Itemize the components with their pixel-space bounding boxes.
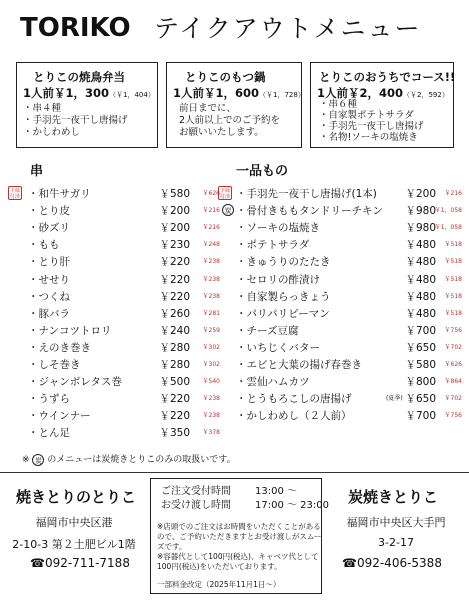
menu-item-name: ・砂ズリ [28, 222, 70, 235]
menu-item [236, 289, 462, 305]
menu-item-price: ￥480 [405, 256, 436, 269]
menu-item-name: ・和牛サガリ [28, 188, 91, 200]
course-line: ・手羽先一夜干し唐揚げ [319, 121, 424, 132]
menu-item-price: ￥220 [159, 410, 190, 423]
menu-item-price: ￥280 [159, 341, 190, 354]
menu-item [28, 340, 220, 356]
menu-item-tax-price: ￥281 [202, 309, 220, 317]
kushi-heading: 串 [30, 164, 44, 179]
menu-item-price: ￥200 [405, 188, 436, 200]
menu-item-name: ・うずら [28, 393, 70, 406]
menu-item [236, 374, 462, 390]
menu-item-tax-price: ￥702 [444, 343, 462, 351]
menu-item-name: ・雲仙ハムカツ [236, 376, 310, 389]
menu-item-tax-price: ￥518 [444, 292, 462, 300]
menu-item-price: ￥980 [405, 205, 436, 218]
menu-item-tax-price: ￥238 [202, 258, 220, 266]
course-ouchi-box [310, 62, 454, 148]
shop-logo: TORIKO [20, 13, 131, 43]
shop-right-tel: ☎092-406-5388 [342, 556, 442, 570]
shop-left-name: 焼きとりのとりこ [16, 488, 137, 506]
menu-item-tax-price: ￥540 [202, 378, 220, 386]
order-note: ※店頭でのご注文はお時間をいただくことがある [157, 522, 321, 531]
menu-item [28, 323, 220, 339]
menu-item-name: ・とん足 [28, 427, 70, 440]
menu-item [236, 408, 462, 424]
shop-right-address2: 3-2-17 [378, 536, 414, 549]
menu-item-price: ￥980 [405, 222, 436, 235]
menu-item [236, 186, 462, 202]
charcoal-footnote: ※ 炭 のメニューは炭焼きとりこのみの取扱いです。 [22, 455, 236, 465]
menu-item-tax-price: ￥702 [444, 395, 462, 403]
course-title: とりこのおうちでコース!! [319, 70, 456, 84]
course-price: 1人前￥1，300（￥1，404） [23, 86, 155, 100]
menu-item-price: ￥480 [405, 273, 436, 286]
menu-item-tax-price: ￥248 [202, 241, 220, 249]
order-info-box [150, 478, 329, 594]
menu-item-price: ￥650 [405, 393, 436, 406]
menu-item [236, 323, 462, 339]
course-line: ・串６種 [319, 99, 358, 110]
menu-item [236, 357, 462, 373]
course-line: ・串４種 [23, 103, 62, 114]
menu-item-tax-price: ￥864 [444, 378, 462, 386]
menu-item-name: ・かしわめし（２人前） [236, 410, 352, 423]
shop-left-address1: 福岡市中央区港 [35, 516, 113, 529]
menu-item [28, 186, 220, 202]
menu-item-name: ・ウインナー [28, 410, 91, 423]
menu-item-price: ￥230 [159, 239, 190, 252]
menu-item-tax-price: ￥518 [444, 309, 462, 317]
menu-item-tax-price: ￥756 [444, 412, 462, 420]
shop-right-address1: 福岡市中央区大手門 [346, 516, 446, 529]
menu-item-tax-price: ￥378 [202, 429, 220, 437]
menu-item-price: ￥580 [159, 188, 190, 200]
ippin-heading: 一品もの [236, 164, 289, 179]
menu-item-name: ・骨付きももタンドリーチキン [236, 205, 383, 218]
menu-item-tax-price: ￥518 [444, 258, 462, 266]
menu-item-price: ￥220 [159, 290, 190, 303]
menu-item [28, 391, 220, 407]
menu-item [28, 408, 220, 424]
menu-item-name: ・ポテトサラダ [236, 239, 310, 252]
menu-item-tax-price: ￥518 [444, 275, 462, 283]
menu-item-tax-price: ￥238 [202, 412, 220, 420]
menu-item [28, 306, 220, 322]
menu-item-price: ￥500 [159, 376, 190, 389]
course-line: ・名物!ソーキの塩焼き [319, 132, 418, 143]
course-line: ・かしわめし [23, 127, 81, 138]
menu-item-tax-price: ￥238 [202, 395, 220, 403]
menu-item [28, 357, 220, 373]
course-line: ・自家製ポテトサラダ [319, 110, 414, 121]
menu-item-name: ・せせり [28, 273, 70, 286]
menu-item-name: ・しそ巻き [28, 359, 81, 371]
course-line: 前日までに、 [179, 103, 237, 114]
course-line: お願いいたします。 [179, 127, 264, 138]
menu-item-price: ￥220 [159, 273, 190, 286]
menu-item-price: ￥200 [159, 205, 190, 218]
menu-item-tax-price: ￥216 [444, 190, 462, 197]
course-line: ・手羽先一夜干し唐揚げ [23, 115, 128, 126]
footer-divider [0, 472, 469, 473]
menu-item-tax-price: ￥1，058 [434, 224, 462, 232]
shop-right-name: 炭焼きとりこ [348, 488, 439, 506]
course-line: 2人前以上でのご予約を [179, 115, 281, 126]
menu-item-name: ・豚バラ [28, 307, 70, 320]
menu-item-price: ￥700 [405, 324, 436, 337]
menu-item-tax-price: ￥302 [202, 343, 220, 351]
menu-item [28, 289, 220, 305]
menu-item-price: ￥240 [159, 324, 190, 337]
price-revision-note: 一部料金改定（2025年11月1日～） [157, 580, 281, 589]
menu-item-name: ・自家製らっきょう [236, 290, 331, 303]
menu-item-tax-price: ￥756 [444, 326, 462, 334]
menu-item [28, 374, 220, 390]
menu-item-price: ￥220 [159, 256, 190, 269]
menu-item-price: ￥350 [159, 427, 190, 440]
pickup-time-label: お受け渡し時間 [161, 500, 231, 511]
menu-item-name: ・とり肝 [28, 256, 70, 269]
course-price: 1人前￥2，400（￥2，592） [317, 86, 449, 100]
menu-item-name: ・つくね [28, 290, 70, 303]
menu-item [28, 237, 220, 253]
menu-item-name: ・手羽先一夜干し唐揚げ(1本) [236, 188, 377, 200]
menu-item [28, 272, 220, 288]
menu-item [28, 203, 220, 219]
menu-item-price: ￥480 [405, 290, 436, 303]
menu-item-tax-price: ￥238 [202, 292, 220, 300]
menu-item-tax-price: ￥626 [202, 190, 220, 197]
menu-item [28, 254, 220, 270]
charcoal-mark-icon: 炭 [32, 454, 44, 466]
order-note: ※容器代として100円(税込)、キャベツ代として [157, 552, 319, 561]
order-time-label: ご注文受付時間 [161, 486, 231, 497]
menu-item [28, 425, 220, 441]
menu-item-name: ・エビと大葉の揚げ春巻き [236, 359, 362, 371]
course-title: とりこのもつ鍋 [185, 70, 266, 84]
menu-item [236, 254, 462, 270]
seasoned-stamp: 下味付済 [219, 188, 230, 200]
menu-item-name: ・ソーキの塩焼き [236, 222, 320, 235]
menu-item-tax-price: ￥302 [202, 361, 220, 368]
shop-left-tel: ☎092-711-7188 [30, 556, 130, 570]
menu-item [236, 203, 462, 219]
menu-item-price: ￥800 [405, 376, 436, 389]
menu-item [236, 306, 462, 322]
menu-item-price: ￥580 [405, 359, 436, 371]
menu-item-price: ￥200 [159, 222, 190, 235]
order-note: 100円(税込)をいただいております。 [157, 562, 282, 571]
menu-item [28, 220, 220, 236]
course-bento-box [16, 62, 158, 148]
menu-item-name: ・きゅうりのたたき [236, 256, 331, 269]
page-title: テイクアウトメニュー [154, 14, 422, 43]
menu-item-name: ・パリパリピーマン [236, 307, 330, 320]
menu-item-name: ・とり皮 [28, 205, 70, 218]
menu-item-tax-price: ￥216 [202, 224, 220, 232]
order-note: ズです。 [157, 542, 187, 551]
menu-item-name: ・いちじくバター [236, 341, 320, 354]
menu-item-note: (夏季) [386, 395, 403, 403]
menu-item-price: ￥480 [405, 239, 436, 252]
charcoal-mark-icon: 炭 [222, 204, 234, 216]
menu-item-price: ￥650 [405, 341, 436, 354]
menu-item-name: ・もも [28, 239, 60, 252]
menu-item-price: ￥280 [159, 359, 190, 371]
menu-item-name: ・ジャンボレタス巻 [28, 376, 122, 389]
menu-item [236, 272, 462, 288]
menu-item [236, 220, 462, 236]
menu-item-price: ￥700 [405, 410, 436, 423]
menu-item [236, 340, 462, 356]
menu-item [236, 237, 462, 253]
menu-item-name: ・セロリの酢漬け [236, 273, 320, 286]
menu-item-price: ￥480 [405, 307, 436, 320]
seasoned-stamp: 下味付済 [9, 188, 20, 200]
course-motsunabe-box [166, 62, 305, 148]
menu-item-name: ・えのき巻き [28, 341, 91, 354]
menu-item-price: ￥260 [159, 307, 190, 320]
menu-item-name: ・ナンコツトロリ [28, 324, 112, 337]
menu-item [236, 391, 462, 407]
menu-item-tax-price: ￥259 [202, 326, 220, 334]
menu-item-price: ￥220 [159, 393, 190, 406]
menu-item-tax-price: ￥518 [444, 241, 462, 249]
menu-item-tax-price: ￥626 [444, 361, 462, 368]
menu-item-name: ・チーズ豆腐 [236, 324, 299, 337]
course-title: とりこの焼鳥弁当 [33, 70, 125, 84]
course-price: 1人前￥1，600（￥1，728） [173, 86, 305, 100]
menu-item-tax-price: ￥1，058 [434, 207, 462, 215]
menu-item-tax-price: ￥238 [202, 275, 220, 283]
menu-item-tax-price: ￥216 [202, 207, 220, 215]
menu-item-name: ・とうもろこしの唐揚げ [236, 393, 352, 406]
order-note: ので、ご予約いただきますとお受け渡しがスムー [157, 532, 322, 541]
shop-left-address2: 2-10-3 第２土肥ビル1階 [12, 538, 136, 551]
order-time-value: 13:00 ～ [255, 486, 297, 497]
pickup-time-value: 17:00 ～ 23:00 [255, 500, 329, 511]
